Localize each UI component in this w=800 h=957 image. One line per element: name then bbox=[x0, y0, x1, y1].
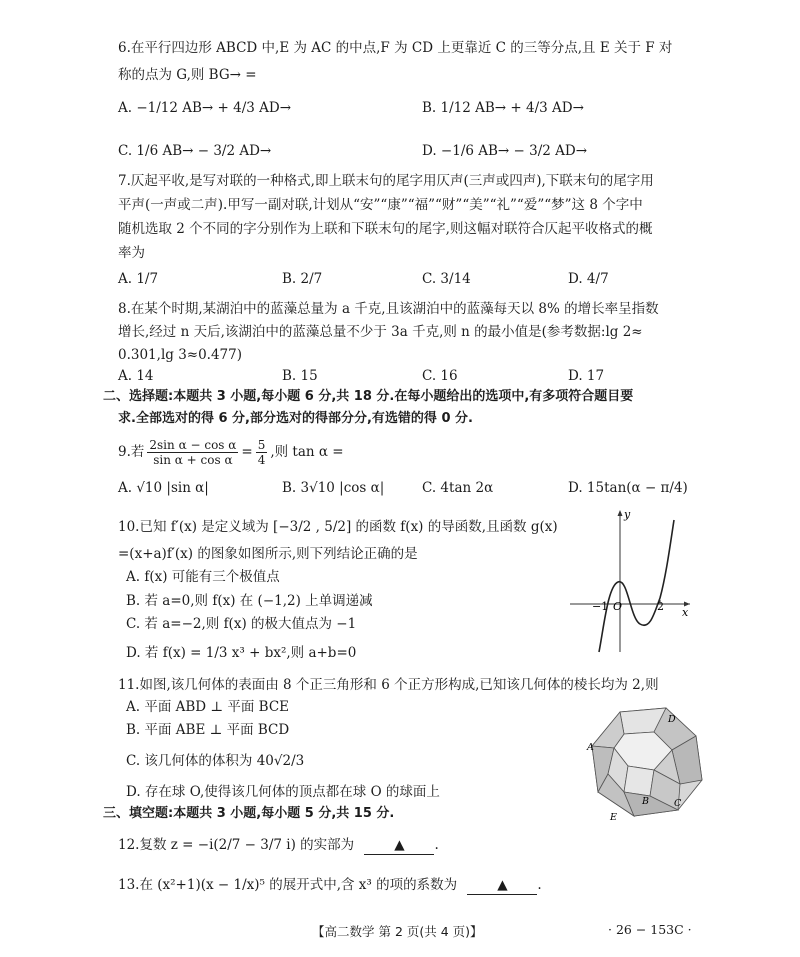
q12-text: 12.复数 z = −i(2/7 − 3/7 i) 的实部为 bbox=[118, 837, 355, 853]
q8-stem-line2: 增长,经过 n 天后,该湖泊中的蓝藻总量不少于 3a 千克,则 n 的最小值是(参考数据:lg 2≈ bbox=[118, 324, 643, 340]
q6-stem-line2: 称的点为 G,则 BG→ = bbox=[118, 67, 257, 83]
q8-option-c: C. 16 bbox=[422, 368, 458, 384]
q6-stem-line1: 6.在平行四边形 ABCD 中,E 为 AC 的中点,F 为 CD 上更靠近 C 的三等分点,且 E 关于 F 对 bbox=[118, 40, 673, 56]
q11-option-c: C. 该几何体的体积为 40√2/3 bbox=[126, 753, 305, 769]
q10-x-label: x bbox=[682, 606, 689, 619]
q7-option-c: C. 3/14 bbox=[422, 271, 471, 287]
page-footer-code: · 26 − 153C · bbox=[608, 922, 692, 937]
q13-period: . bbox=[537, 877, 542, 893]
q7-option-b: B. 2/7 bbox=[282, 271, 323, 287]
q7-stem-line4: 率为 bbox=[118, 245, 145, 261]
q11-stem-line1: 11.如图,该几何体的表面由 8 个正三角形和 6 个正方形构成,已知该几何体的棱长均为 2,则 bbox=[118, 677, 659, 693]
q9-prefix: 9.若 bbox=[118, 444, 145, 460]
q11-label-e: E bbox=[610, 812, 617, 822]
q9-option-a: A. √10 |sin α| bbox=[118, 480, 209, 496]
q6-option-c: C. 1/6 AB→ − 3/2 AD→ bbox=[118, 143, 272, 159]
q6-option-a: A. −1/12 AB→ + 4/3 AD→ bbox=[118, 100, 292, 116]
q10-curve bbox=[599, 520, 674, 652]
q10-option-a: A. f(x) 可能有三个极值点 bbox=[126, 569, 280, 585]
page-footer-title: 【高二数学 第 2 页(共 4 页)】 bbox=[312, 924, 483, 939]
q7-option-a: A. 1/7 bbox=[118, 271, 159, 287]
q6-option-b: B. 1/12 AB→ + 4/3 AD→ bbox=[422, 100, 584, 116]
q9-fraction bbox=[147, 438, 238, 467]
q9-ratio-numerator: 5 bbox=[257, 437, 266, 452]
q11-label-a: A bbox=[587, 742, 594, 753]
q7-stem-line3: 随机选取 2 个不同的字分别作为上联和下联末句的尾字,则这幅对联符合仄起平收格式的概 bbox=[118, 221, 653, 237]
q9-option-b: B. 3√10 |cos α| bbox=[282, 480, 385, 496]
q10-option-d: D. 若 f(x) = 1/3 x³ + bx²,则 a+b=0 bbox=[126, 645, 357, 661]
section2-heading-line2: 求.全部选对的得 6 分,部分选对的得部分分,有选错的得 0 分. bbox=[118, 411, 473, 426]
q8-option-b: B. 15 bbox=[282, 368, 318, 384]
q7-option-d: D. 4/7 bbox=[568, 271, 609, 287]
q7-stem-line1: 7.仄起平收,是写对联的一种格式,即上联末句的尾字用仄声(三声或四声),下联末句的尾字用 bbox=[118, 173, 654, 189]
q8-stem-line1: 8.在某个时期,某湖泊中的蓝藻总量为 a 千克,且该湖泊中的蓝藻每天以 8% 的增长率呈指数 bbox=[118, 301, 659, 317]
q9-denominator: sin α + cos α bbox=[153, 452, 233, 467]
q10-label-minus1: −1 bbox=[592, 600, 609, 613]
q10-y-label: y bbox=[624, 508, 631, 521]
q8-stem-line3: 0.301,lg 3≈0.477) bbox=[118, 347, 243, 363]
q9-stem bbox=[118, 436, 344, 468]
q7-stem-line2: 平声(一声或二声).甲写一副对联,计划从“安”“康”“福”“财”“美”“礼”“爱”“梦”这 8 个字中 bbox=[118, 197, 643, 213]
q9-option-d: D. 15tan(α − π/4) bbox=[568, 480, 688, 496]
q8-option-a: A. 14 bbox=[118, 368, 154, 384]
q8-option-d: D. 17 bbox=[568, 368, 605, 384]
section3-heading: 三、填空题:本题共 3 小题,每小题 5 分,共 15 分. bbox=[103, 806, 395, 821]
q13-stem bbox=[118, 876, 542, 895]
q9-numerator: 2sin α − cos α bbox=[149, 437, 237, 452]
q9-ratio bbox=[256, 438, 268, 467]
q6-option-d: D. −1/6 AB→ − 3/2 AD→ bbox=[422, 143, 588, 159]
section2-heading-line1: 二、选择题:本题共 3 小题,每小题 6 分,共 18 分.在每小题给出的选项中,有多项符合题目要 bbox=[103, 389, 634, 404]
q10-y-axis-arrow bbox=[618, 510, 623, 516]
q12-answer-blank: ▲ bbox=[364, 836, 434, 855]
q9-option-c: C. 4tan 2α bbox=[422, 480, 494, 496]
q12-period: . bbox=[434, 837, 439, 853]
q11-option-d: D. 存在球 O,使得该几何体的顶点都在球 O 的球面上 bbox=[126, 784, 440, 800]
q12-stem bbox=[118, 836, 439, 855]
q11-option-a: A. 平面 ABD ⊥ 平面 BCE bbox=[126, 699, 290, 715]
q11-label-b: B bbox=[642, 796, 649, 807]
q9-equals: = bbox=[241, 444, 253, 460]
q9-ratio-denominator: 4 bbox=[257, 452, 266, 467]
q10-option-c: C. 若 a=−2,则 f(x) 的极大值点为 −1 bbox=[126, 616, 357, 632]
q10-graph bbox=[566, 506, 696, 654]
q11-option-b: B. 平面 ABE ⊥ 平面 BCD bbox=[126, 722, 290, 738]
q11-label-d: D bbox=[668, 714, 676, 725]
q9-suffix: ,则 tan α = bbox=[270, 444, 344, 460]
q10-option-b: B. 若 a=0,则 f(x) 在 (−1,2) 上单调递减 bbox=[126, 593, 373, 609]
q10-stem-line1: 10.已知 f′(x) 是定义域为 [−3/2 , 5/2] 的函数 f(x) 的导函数,且函数 g(x) bbox=[118, 519, 558, 535]
q13-answer-blank: ▲ bbox=[467, 876, 537, 895]
q11-face-bottom-center bbox=[624, 766, 654, 796]
q10-stem-line2: =(x+a)f′(x) 的图象如图所示,则下列结论正确的是 bbox=[118, 546, 418, 562]
q10-origin-label: O bbox=[613, 600, 623, 613]
q10-label-2: 2 bbox=[657, 600, 664, 613]
q11-polyhedron-figure bbox=[584, 700, 708, 822]
q13-text: 13.在 (x²+1)(x − 1/x)⁵ 的展开式中,含 x³ 的项的系数为 bbox=[118, 877, 458, 893]
q11-label-c: C bbox=[674, 798, 682, 809]
